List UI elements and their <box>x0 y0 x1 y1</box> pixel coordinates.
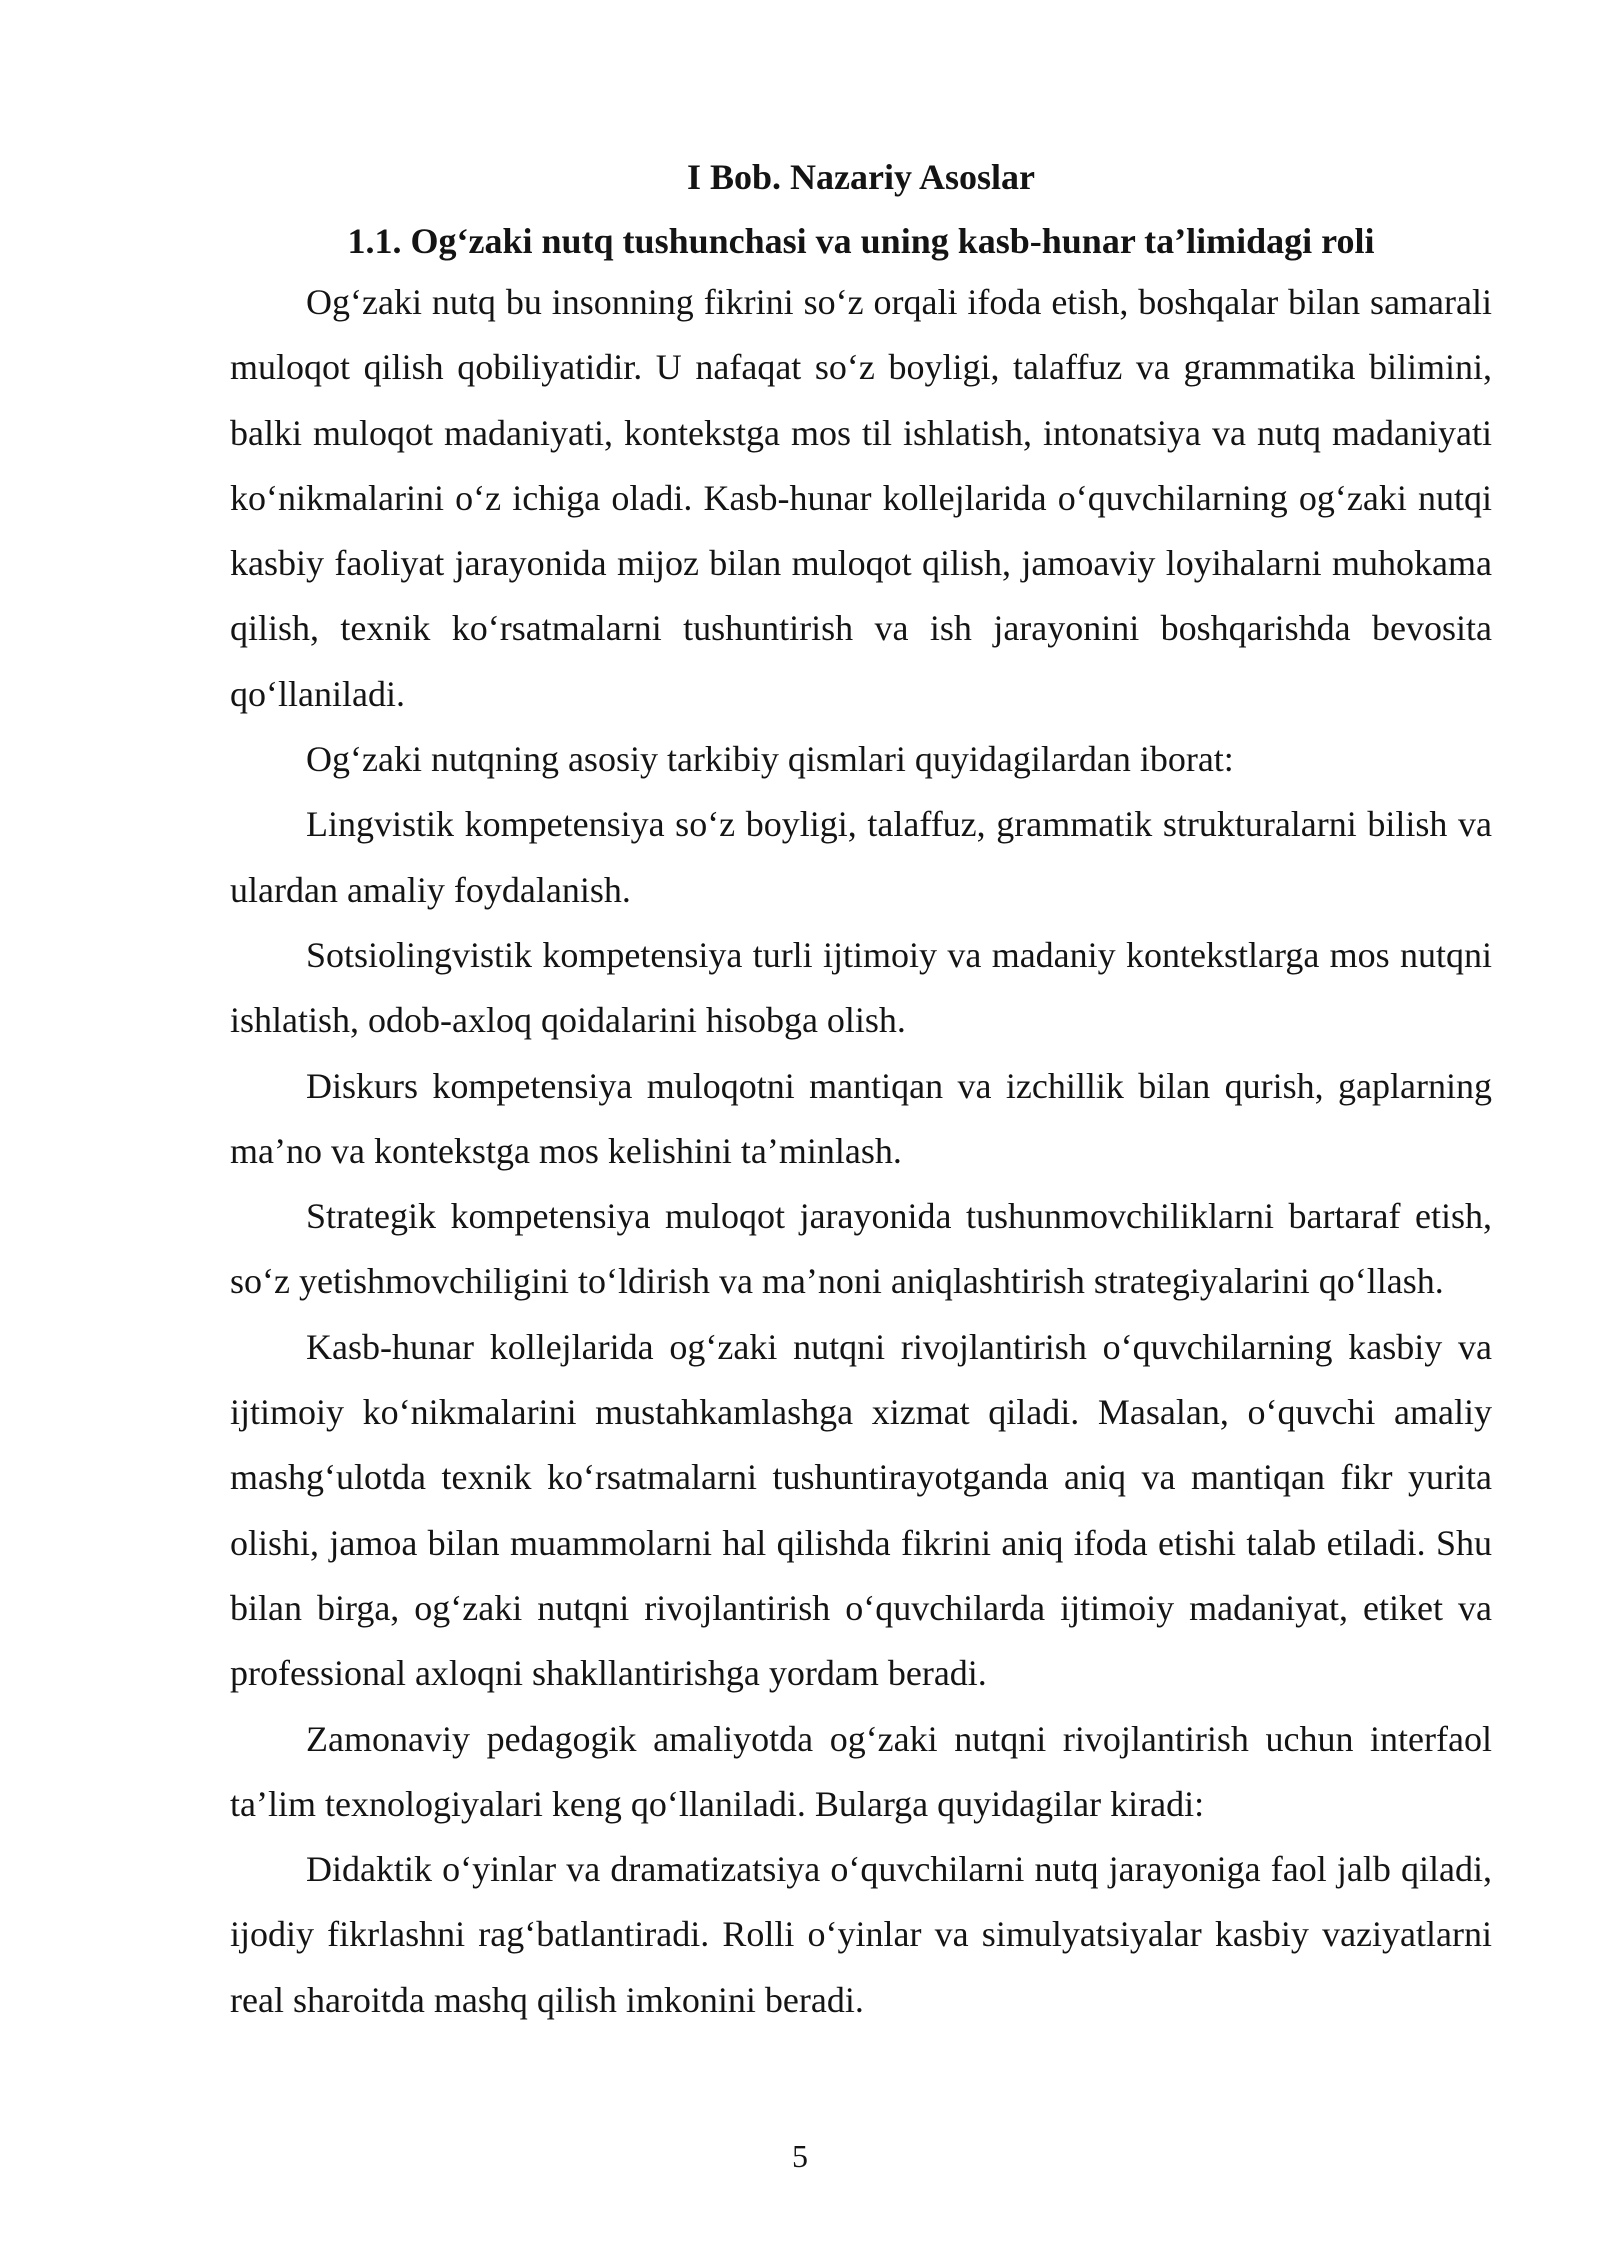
section-title: 1.1. Og‘zaki nutq tushunchasi va uning kasb-hunar ta’limidagi roli <box>347 221 1375 261</box>
paragraph: Lingvistik kompetensiya so‘z boyligi, talaffuz, grammatik strukturalarni bilish va ulardan amaliy foydalanish. <box>230 804 1492 910</box>
paragraph: Diskurs kompetensiya muloqotni mantiqan va izchillik bilan qurish, gaplarning ma’no va kontekstga mos kelishini ta’minlash. <box>230 1065 1492 1171</box>
paragraph: Og‘zaki nutqning asosiy tarkibiy qismlari quyidagilardan iborat: <box>306 739 1234 780</box>
paragraph: Og‘zaki nutq bu insonning fikrini so‘z orqali ifoda etish, boshqalar bilan samarali muloqot qilish qobiliyatidir. U nafaqat so‘z boyligi, talaffuz va grammatika bilimini, balki muloqot madaniyati, kontekstga mos til ishlatish, intonatsiya va nutq madaniyati ko‘nikmalarini o‘z ichiga oladi. Kasb-hunar kollejlarida o‘quvchilarning og‘zaki nutqi kasbiy faoliyat jarayonida mijoz bilan muloqot qilish, jamoaviy loyihalarni muhokama qilish, texnik ko‘rsatmalarni tushuntirish va ish jarayonini boshqarishda bevosita qo‘llaniladi. <box>230 282 1492 714</box>
paragraph: Strategik kompetensiya muloqot jarayonida tushunmovchiliklarni bartaraf etish, so‘z yetishmovchiligini to‘ldirish va ma’noni aniqlashtirish strategiyalarini qo‘llash. <box>230 1196 1492 1302</box>
paragraph: Sotsiolingvistik kompetensiya turli ijtimoiy va madaniy kontekstlarga mos nutqni ishlatish, odob-axloq qoidalarini hisobga olish. <box>230 934 1492 1041</box>
page-content <box>230 150 1492 2033</box>
paragraph: Didaktik o‘yinlar va dramatizatsiya o‘quvchilarni nutq jarayoniga faol jalb qiladi, ijodiy fikrlashni rag‘batlantiradi. Rolli o‘yinlar va simulyatsiyalar kasbiy vaziyatlarni real sharoitda mashq qilish imkonini beradi. <box>230 1849 1492 2020</box>
paragraph: Kasb-hunar kollejlarida og‘zaki nutqni rivojlantirish o‘quvchilarning kasbiy va ijtimoiy ko‘nikmalarini mustahkamlashga xizmat qiladi. Masalan, o‘quvchi amaliy mashg‘ulotda texnik ko‘rsatmalarni tushuntirayotganda aniq va mantiqan fikr yurita olishi, jamoa bilan muammolarni hal qilishda fikrini aniq ifoda etishi talab etiladi. Shu bilan birga, og‘zaki nutqni rivojlantirish o‘quvchilarda ijtimoiy madaniyat, etiket va professional axloqni shakllantirishga yordam beradi. <box>230 1326 1492 1694</box>
page-number: 5 <box>792 2138 808 2174</box>
chapter-title: I Bob. Nazariy Asoslar <box>686 157 1035 197</box>
paragraph: Zamonaviy pedagogik amaliyotda og‘zaki nutqni rivojlantirish uchun interfaol ta’lim texnologiyalari keng qo‘llaniladi. Bularga quyidagilar kiradi: <box>230 1718 1492 1824</box>
